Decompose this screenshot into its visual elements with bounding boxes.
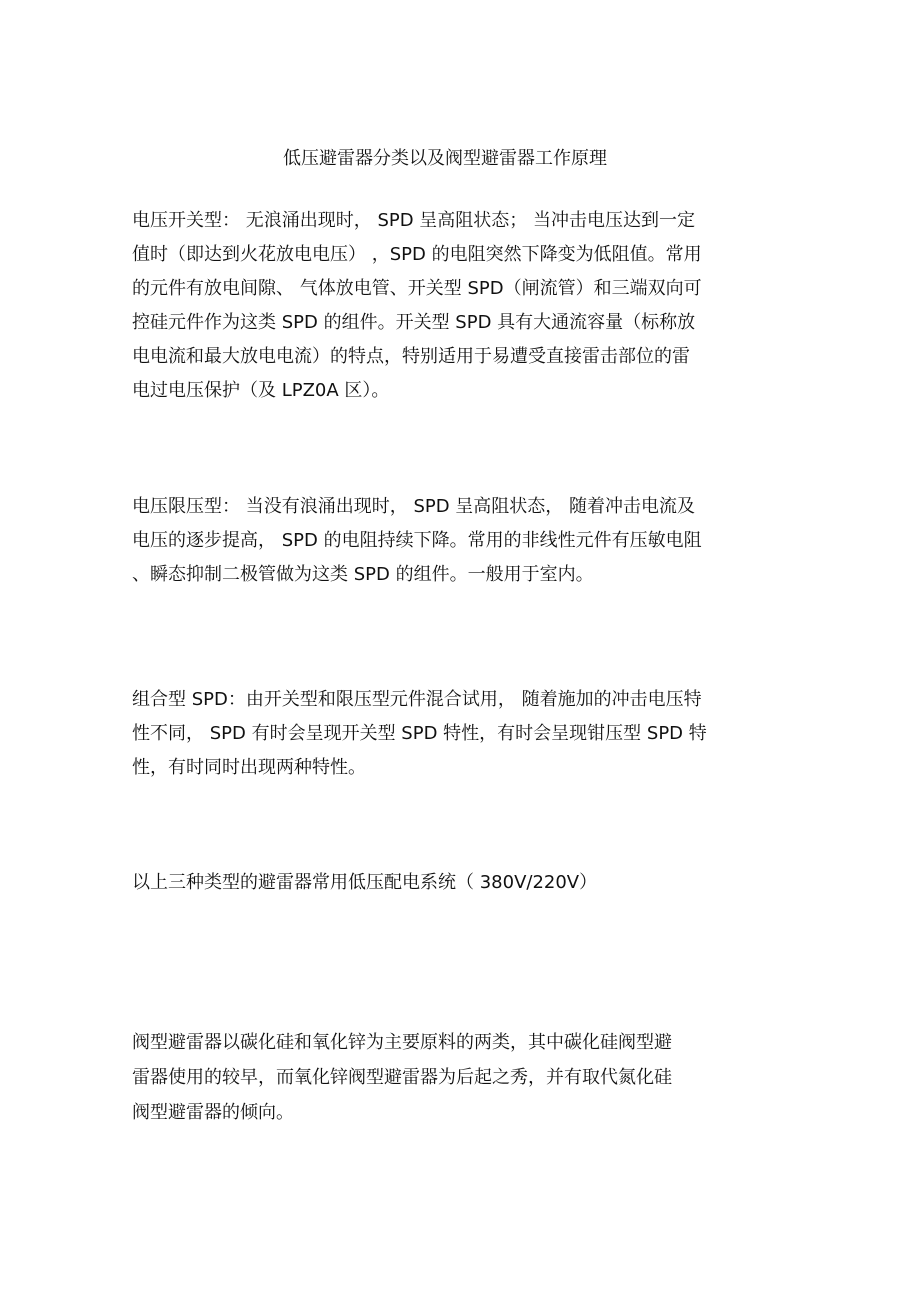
text-line: 阀型避雷器的倾向。 [132,1102,294,1123]
text-line: 电压的逐步提高， SPD 的电阻持续下降。常用的非线性元件有压敏电阻 [132,530,702,551]
text-line: 的元件有放电间隙、 气体放电管、开关型 SPD（闸流管）和三端双向可 [132,278,702,299]
text-line: 值时（即达到火花放电电压） ，SPD 的电阻突然下降变为低阻值。常用 [132,244,702,265]
paragraph-system-voltage [132,870,792,904]
paragraph-combined-type [132,687,792,789]
text-line: 电压开关型： 无浪涌出现时， SPD 呈高阻状态； 当冲击电压达到一定 [132,210,696,231]
text-line: 控硅元件作为这类 SPD 的组件。开关型 SPD 具有大通流容量（标称放 [132,312,696,333]
text-line: 电压限压型： 当没有浪涌出现时， SPD 呈高阻状态， 随着冲击电流及 [132,496,696,517]
text-line: 、瞬态抑制二极管做为这类 SPD 的组件。一般用于室内。 [132,564,594,585]
text-line: 电过电压保护（及 LPZ0A 区）。 [132,380,390,401]
paragraph-voltage-switching-type [132,208,792,412]
paragraph-voltage-limiting-type [132,494,792,596]
text-line: 性不同， SPD 有时会呈现开关型 SPD 特性，有时会呈现钳压型 SPD 特 [132,723,707,744]
text-line: 阀型避雷器以碳化硅和氧化锌为主要原料的两类，其中碳化硅阀型避 [132,1032,672,1053]
document-title: 低压避雷器分类以及阀型避雷器工作原理 [283,148,607,169]
text-line: 组合型 SPD：由开关型和限压型元件混合试用， 随着施加的冲击电压特 [132,689,702,710]
text-line: 以上三种类型的避雷器常用低压配电系统（ 380V/220V） [132,872,598,893]
text-line: 电电流和最大放电电流）的特点，特别适用于易遭受直接雷击部位的雷 [132,346,690,367]
text-line: 雷器使用的较早，而氧化锌阀型避雷器为后起之秀，并有取代氮化硅 [132,1067,672,1088]
text-line: 性，有时同时出现两种特性。 [132,757,366,778]
paragraph-valve-type-arrester [132,1030,792,1135]
